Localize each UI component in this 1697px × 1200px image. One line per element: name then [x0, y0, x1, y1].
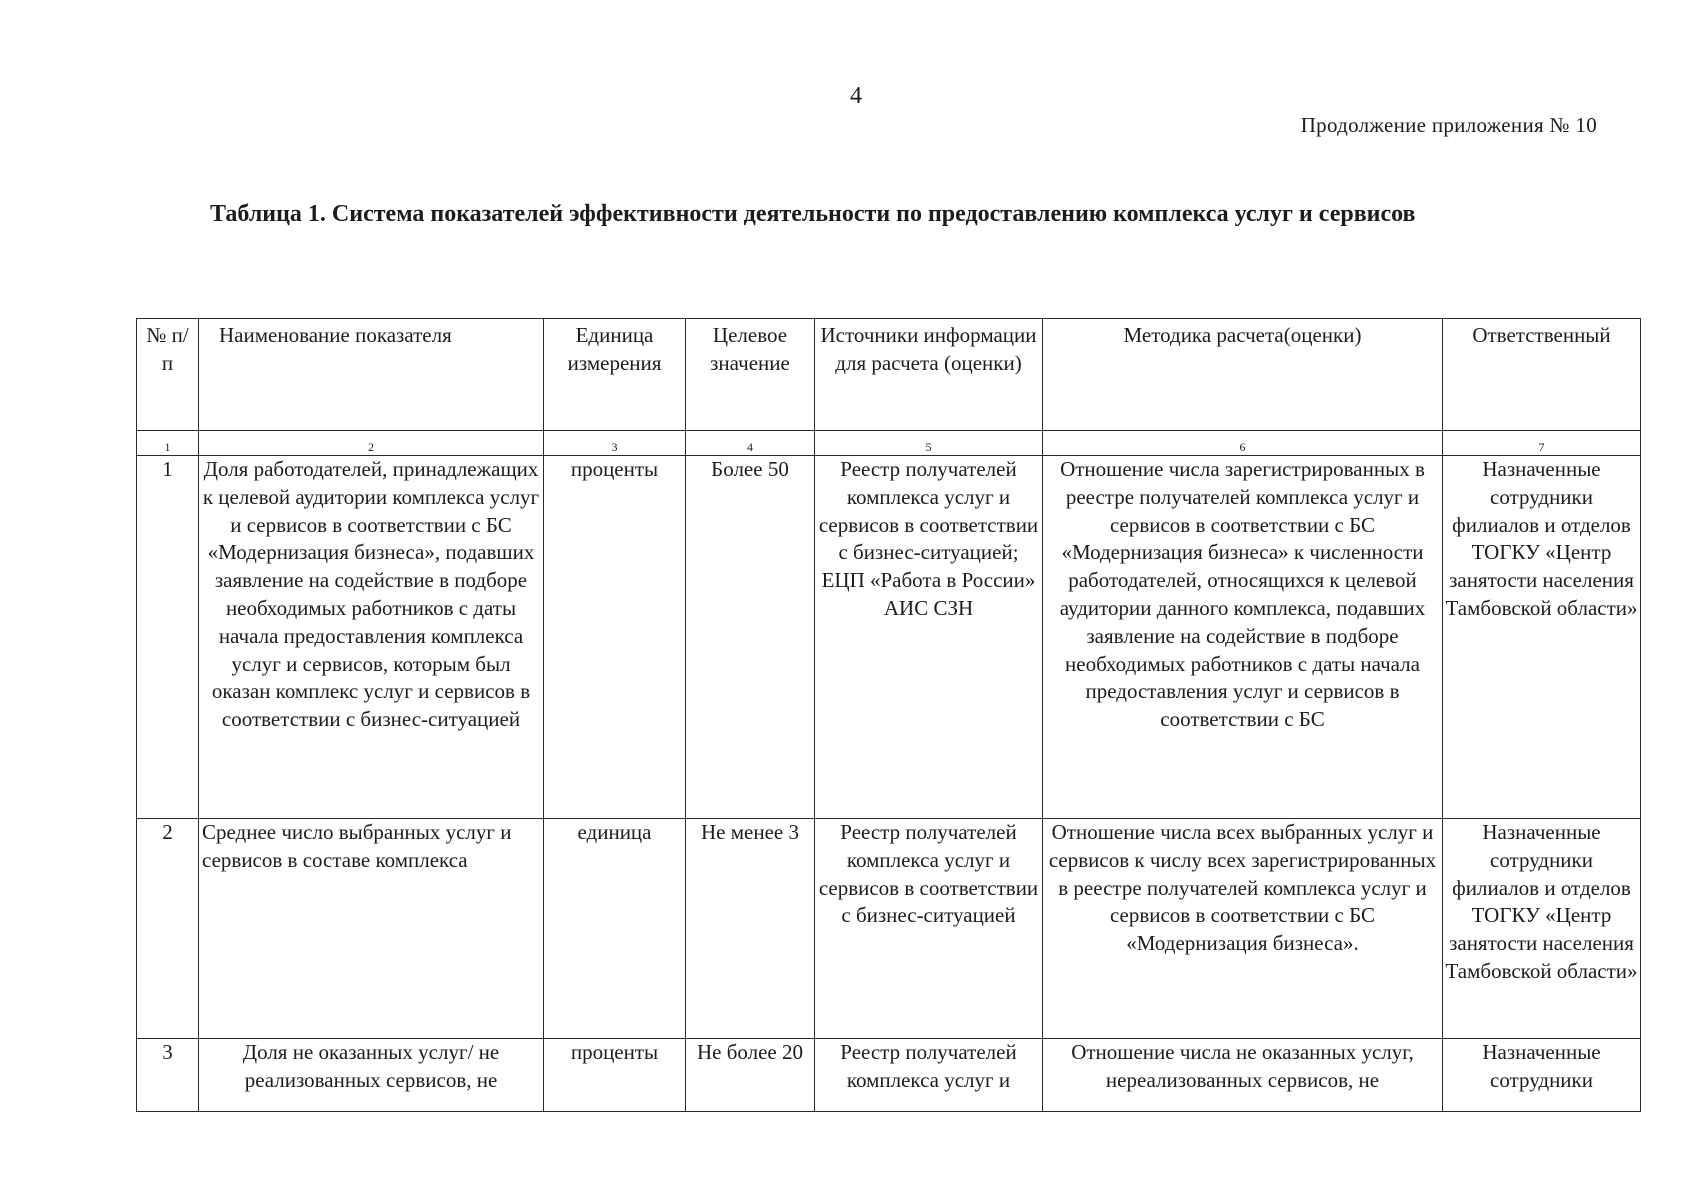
sources-cell: Реестр получателей комплекса услуг и: [815, 1039, 1043, 1112]
responsible-cell: Назначенные сотрудники: [1443, 1039, 1641, 1112]
sources-cell: Реестр получателей комплекса услуг и сервисов в соответствии с бизнес-ситуацией: [815, 819, 1043, 1039]
table-row: [137, 456, 1641, 819]
method-cell: Отношение числа не оказанных услуг, нереализованных сервисов, не: [1043, 1039, 1443, 1112]
responsible-cell: Назначенные сотрудники филиалов и отделов ТОГКУ «Центр занятости населения Тамбовской области»: [1443, 456, 1641, 819]
target-cell: Более 50: [686, 456, 815, 819]
unit-cell: проценты: [544, 1039, 686, 1112]
column-number: 4: [686, 431, 815, 456]
header-target: Целевое значение: [686, 319, 815, 431]
header-sources: Источники информации для расчета (оценки): [815, 319, 1043, 431]
responsible-cell: Назначенные сотрудники филиалов и отделов ТОГКУ «Центр занятости населения Тамбовской области»: [1443, 819, 1641, 1039]
column-number: 1: [137, 431, 199, 456]
header-unit: Единица измерения: [544, 319, 686, 431]
page-number: 4: [850, 83, 862, 109]
column-number-row: [137, 431, 1641, 456]
method-cell: Отношение числа зарегистрированных в реестре получателей комплекса услуг и сервисов в соответствии с БС «Модернизация бизнеса» к численности работодателей, относящихся к целевой аудитории данного комплекса, подавших заявление на содействие в подборе необходимых работников с даты начала предоставления услуг и сервисов в соответствии с БС: [1043, 456, 1443, 819]
header-row: [137, 319, 1641, 431]
method-cell: Отношение числа всех выбранных услуг и сервисов к числу всех зарегистрированных в реестре получателей комплекса услуг и сервисов в соответствии с БС «Модернизация бизнеса».: [1043, 819, 1443, 1039]
header-number: № п/ п: [137, 319, 199, 431]
column-number: 2: [199, 431, 544, 456]
row-number: 2: [137, 819, 199, 1039]
sources-cell: Реестр получателей комплекса услуг и сервисов в соответствии с бизнес-ситуацией; ЕЦП «Работа в России» АИС СЗН: [815, 456, 1043, 819]
header-indicator-name: Наименование показателя: [199, 319, 544, 431]
row-number: 1: [137, 456, 199, 819]
unit-cell: единица: [544, 819, 686, 1039]
kpi-table: [136, 318, 1641, 1112]
target-cell: Не более 20: [686, 1039, 815, 1112]
header-method: Методика расчета(оценки): [1043, 319, 1443, 431]
indicator-name: Доля не оказанных услуг/ не реализованных сервисов, не: [199, 1039, 544, 1112]
table-title: Таблица 1. Система показателей эффективности деятельности по предоставлению комплекса услуг и сервисов: [210, 201, 1416, 227]
indicator-name: Среднее число выбранных услуг и сервисов в составе комплекса: [199, 819, 544, 1039]
column-number: 7: [1443, 431, 1641, 456]
appendix-note: Продолжение приложения № 10: [1300, 113, 1597, 137]
table-row: [137, 819, 1641, 1039]
column-number: 6: [1043, 431, 1443, 456]
header-responsible: Ответственный: [1443, 319, 1641, 431]
indicator-name: Доля работодателей, принадлежащих к целевой аудитории комплекса услуг и сервисов в соответствии с БС «Модернизация бизнеса», подавших заявление на содействие в подборе необходимых работников с даты начала предоставления комплекса услуг и сервисов, которым был оказан комплекс услуг и сервисов в соответствии с бизнес-ситуацией: [199, 456, 544, 819]
row-number: 3: [137, 1039, 199, 1112]
column-number: 5: [815, 431, 1043, 456]
target-cell: Не менее 3: [686, 819, 815, 1039]
table-row: [137, 1039, 1641, 1112]
unit-cell: проценты: [544, 456, 686, 819]
column-number: 3: [544, 431, 686, 456]
